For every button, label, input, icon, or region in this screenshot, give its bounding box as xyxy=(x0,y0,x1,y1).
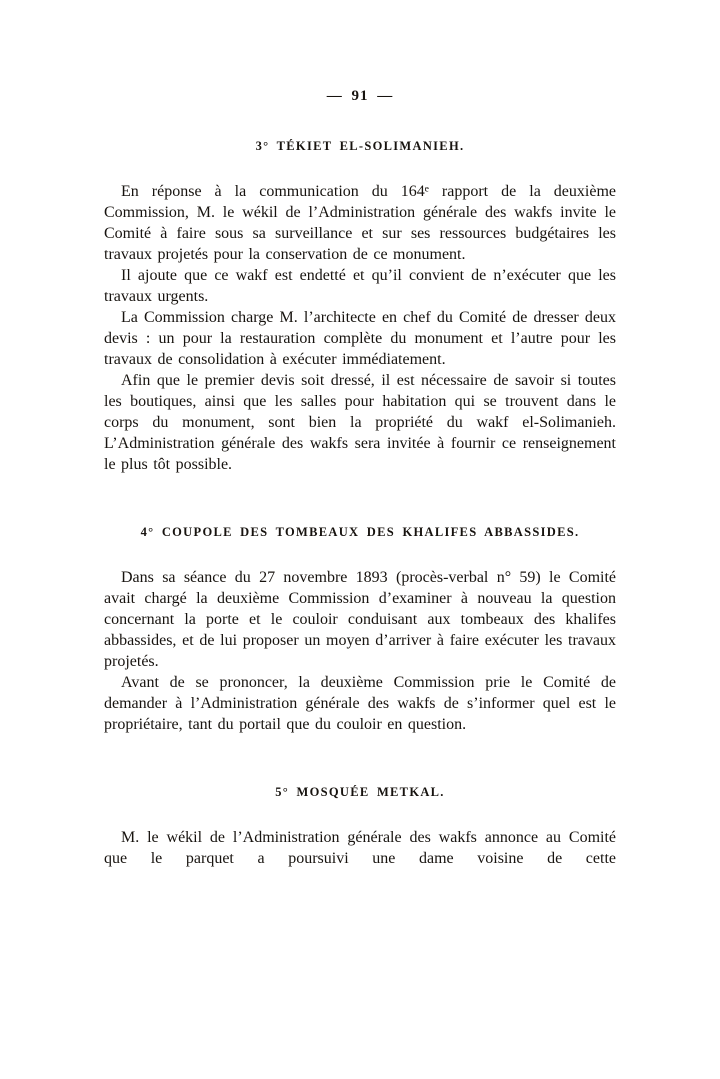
section-body xyxy=(104,181,616,475)
section-heading: 5° MOSQUÉE METKAL. xyxy=(275,785,445,799)
section-body xyxy=(104,827,616,869)
section-mosquee-metkal xyxy=(104,785,616,869)
paragraph: Afin que le premier devis soit dressé, il est nécessaire de savoir si toutes les boutiques, ainsi que les salles pour habitation qui se trouvent dans le corps du monument, sont bien la propriété du wakf el-Solimanieh. L’Administration générale des wakfs sera invitée à fournir ce renseignement le plus tôt possible. xyxy=(104,372,616,473)
paragraph: En réponse à la communication du 164ᵉ rapport de la deuxième Commission, M. le wékil de l’Administration générale des wakfs invite le Comité à faire sous sa surveillance et sur ses ressources budgétaires les travaux projetés pour la conservation de ce monument. xyxy=(104,183,616,263)
section-heading: 4° COUPOLE DES TOMBEAUX DES KHALIFES ABBASSIDES. xyxy=(140,525,580,539)
section-coupole-des-tombeaux xyxy=(104,525,616,735)
paragraph: Dans sa séance du 27 novembre 1893 (procès-verbal n° 59) le Comité avait chargé la deuxième Commission d’examiner à nouveau la question concernant la porte et le couloir conduisant aux tombeaux des khalifes abbassides, et de lui proposer un moyen d’arriver à faire exécuter les travaux projetés. xyxy=(104,569,616,670)
page-number: — 91 — xyxy=(326,88,394,104)
paragraph: M. le wékil de l’Administration générale des wakfs annonce au Comité que le parquet a poursuivi une dame voisine de cette xyxy=(104,829,616,867)
document-page xyxy=(104,0,616,869)
section-tekiet-el-solimanieh xyxy=(104,139,616,475)
paragraph: Avant de se prononcer, la deuxième Commission prie le Comité de demander à l’Administration générale des wakfs de s’informer quel est le propriétaire, tant du portail que du couloir en question. xyxy=(104,674,616,733)
section-heading: 3° TÉKIET EL-SOLIMANIEH. xyxy=(255,139,465,153)
section-body xyxy=(104,567,616,735)
paragraph: Il ajoute que ce wakf est endetté et qu’il convient de n’exécuter que les travaux urgents. xyxy=(104,267,616,305)
paragraph: La Commission charge M. l’architecte en chef du Comité de dresser deux devis : un pour la restauration complète du monument et l’autre pour les travaux de consolidation à exécuter immédiatement. xyxy=(104,309,616,368)
